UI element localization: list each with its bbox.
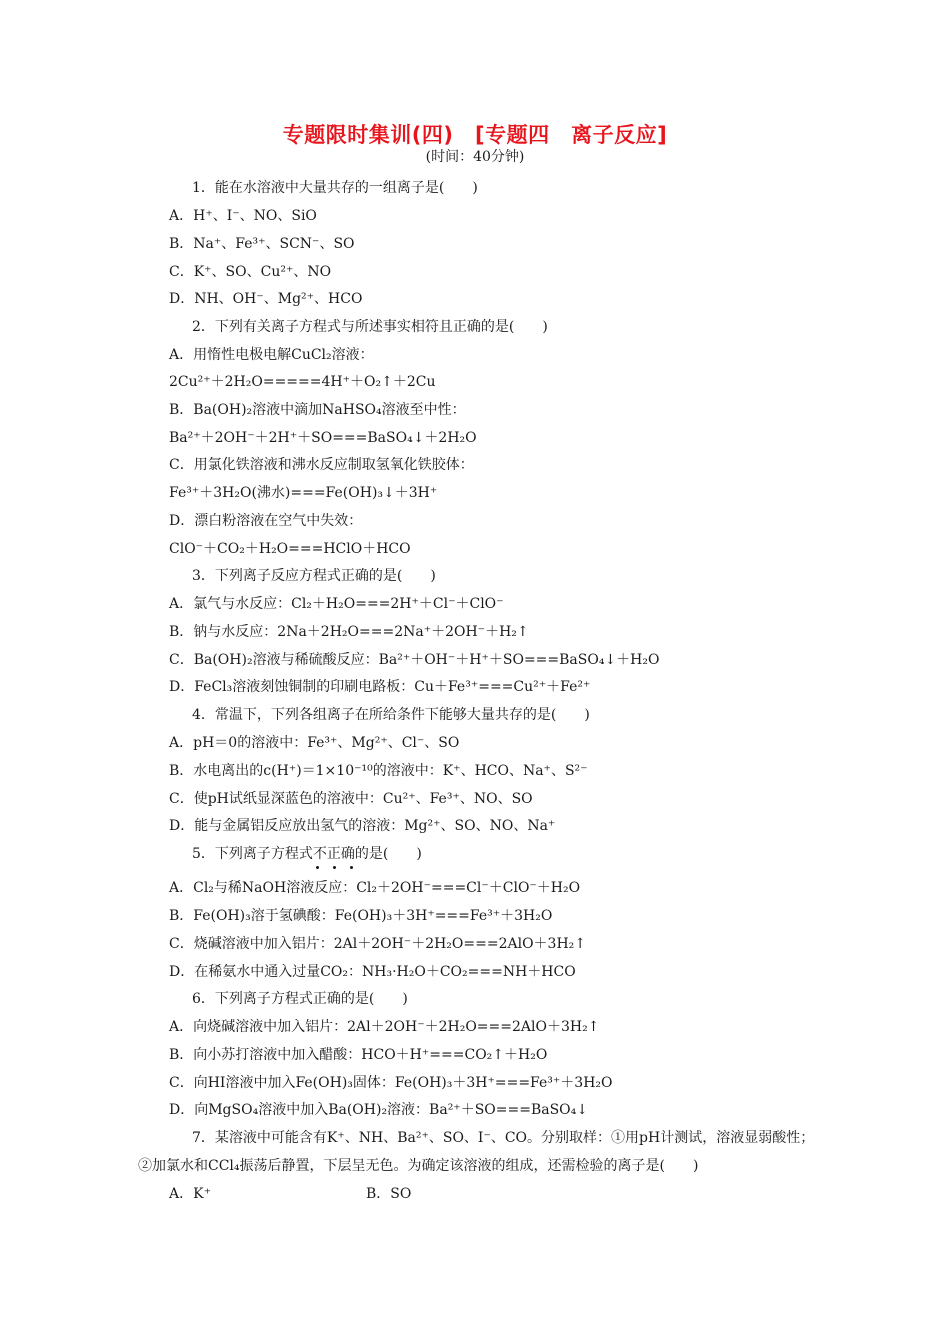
question-2-option-d: D．漂白粉溶液在空气中失效： xyxy=(169,513,363,529)
question-2-option-c: C．用氯化铁溶液和沸水反应制取氢氧化铁胶体： xyxy=(169,457,474,473)
emphasis-dot xyxy=(316,866,319,869)
question-4-stem: 4．常温下，下列各组离子在所给条件下能够大量共存的是( ) xyxy=(192,707,590,723)
question-2-equation-d: ClO⁻＋CO₂＋H₂O===HClO＋HCO xyxy=(169,541,411,557)
emphasis-dot xyxy=(333,866,336,869)
question-3-option-c: C．Ba(OH)₂溶液与稀硫酸反应：Ba²⁺＋OH⁻＋H⁺＋SO===BaSO₄↓＋H₂O xyxy=(169,652,660,668)
question-2-stem: 2．下列有关离子方程式与所述事实相符且正确的是( ) xyxy=(192,319,548,335)
question-1-option-b: B．Na⁺、Fe³⁺、SCN⁻、SO xyxy=(169,236,355,252)
question-2-equation-b: Ba²⁺＋2OH⁻＋2H⁺＋SO===BaSO₄↓＋2H₂O xyxy=(169,430,477,446)
question-2-equation-c: Fe³⁺＋3H₂O(沸水)===Fe(OH)₃↓＋3H⁺ xyxy=(169,485,438,501)
question-7-option-a: A．K⁺ xyxy=(169,1186,211,1202)
question-4-option-a: A．pH＝0的溶液中：Fe³⁺、Mg²⁺、Cl⁻、SO xyxy=(169,735,460,751)
question-4-option-d: D．能与金属铝反应放出氢气的溶液：Mg²⁺、SO、NO、Na⁺ xyxy=(169,818,556,834)
question-7-option-b: B．SO xyxy=(366,1186,412,1202)
page-title: 专题限时集训(四) [专题四 离子反应] xyxy=(282,123,668,147)
question-7-stem-continued: ②加氯水和CCl₄振荡后静置，下层呈无色。为确定该溶液的组成，还需检验的离子是( ) xyxy=(138,1158,699,1174)
question-2-equation-a: 2Cu²⁺＋2H₂O=====4H⁺＋O₂↑＋2Cu xyxy=(169,374,436,390)
question-6-option-c: C．向HI溶液中加入Fe(OH)₃固体：Fe(OH)₃＋3H⁺===Fe³⁺＋3H₂O xyxy=(169,1075,613,1091)
time-limit: (时间：40分钟) xyxy=(425,149,525,165)
question-2-option-a: A．用惰性电极电解CuCl₂溶液： xyxy=(169,347,374,363)
question-5-option-d: D．在稀氨水中通入过量CO₂：NH₃·H₂O＋CO₂===NH＋HCO xyxy=(169,964,576,980)
question-6-option-d: D．向MgSO₄溶液中加入Ba(OH)₂溶液：Ba²⁺＋SO===BaSO₄↓ xyxy=(169,1102,589,1118)
emphasis-dot xyxy=(350,866,353,869)
emphasis-dots xyxy=(314,866,360,872)
question-1-option-c: C．K⁺、SO、Cu²⁺、NO xyxy=(169,264,332,280)
question-3-option-d: D．FeCl₃溶液刻蚀铜制的印刷电路板：Cu＋Fe³⁺===Cu²⁺＋Fe²⁺ xyxy=(169,679,591,695)
question-5-stem: 5．下列离子方程式不正确的是( ) xyxy=(192,846,422,862)
question-3-option-a: A．氯气与水反应：Cl₂＋H₂O===2H⁺＋Cl⁻＋ClO⁻ xyxy=(169,596,504,612)
question-6-option-b: B．向小苏打溶液中加入醋酸：HCO＋H⁺===CO₂↑＋H₂O xyxy=(169,1047,548,1063)
question-5-option-b: B．Fe(OH)₃溶于氢碘酸：Fe(OH)₃＋3H⁺===Fe³⁺＋3H₂O xyxy=(169,908,553,924)
question-3-stem: 3．下列离子反应方程式正确的是( ) xyxy=(192,568,436,584)
question-3-option-b: B．钠与水反应：2Na＋2H₂O===2Na⁺＋2OH⁻＋H₂↑ xyxy=(169,624,529,640)
question-1-option-a: A．H⁺、I⁻、NO、SiO xyxy=(169,208,317,224)
question-5-option-a: A．Cl₂与稀NaOH溶液反应：Cl₂＋2OH⁻===Cl⁻＋ClO⁻＋H₂O xyxy=(169,880,581,896)
question-6-stem: 6．下列离子方程式正确的是( ) xyxy=(192,991,408,1007)
question-4-option-b: B．水电离出的c(H⁺)＝1×10⁻¹⁰的溶液中：K⁺、HCO、Na⁺、S²⁻ xyxy=(169,763,588,779)
question-2-option-b: B．Ba(OH)₂溶液中滴加NaHSO₄溶液至中性： xyxy=(169,402,466,418)
question-4-option-c: C．使pH试纸显深蓝色的溶液中：Cu²⁺、Fe³⁺、NO、SO xyxy=(169,791,533,807)
question-7-stem: 7．某溶液中可能含有K⁺、NH、Ba²⁺、SO、I⁻、CO。分别取样：①用pH计测试，溶液显弱酸性； xyxy=(192,1130,815,1146)
question-5-option-c: C．烧碱溶液中加入铝片：2Al＋2OH⁻＋2H₂O===2AlO＋3H₂↑ xyxy=(169,936,587,952)
question-6-option-a: A．向烧碱溶液中加入铝片：2Al＋2OH⁻＋2H₂O===2AlO＋3H₂↑ xyxy=(169,1019,600,1035)
question-1-option-d: D．NH、OH⁻、Mg²⁺、HCO xyxy=(169,291,363,307)
question-1-stem: 1．能在水溶液中大量共存的一组离子是( ) xyxy=(192,180,478,196)
